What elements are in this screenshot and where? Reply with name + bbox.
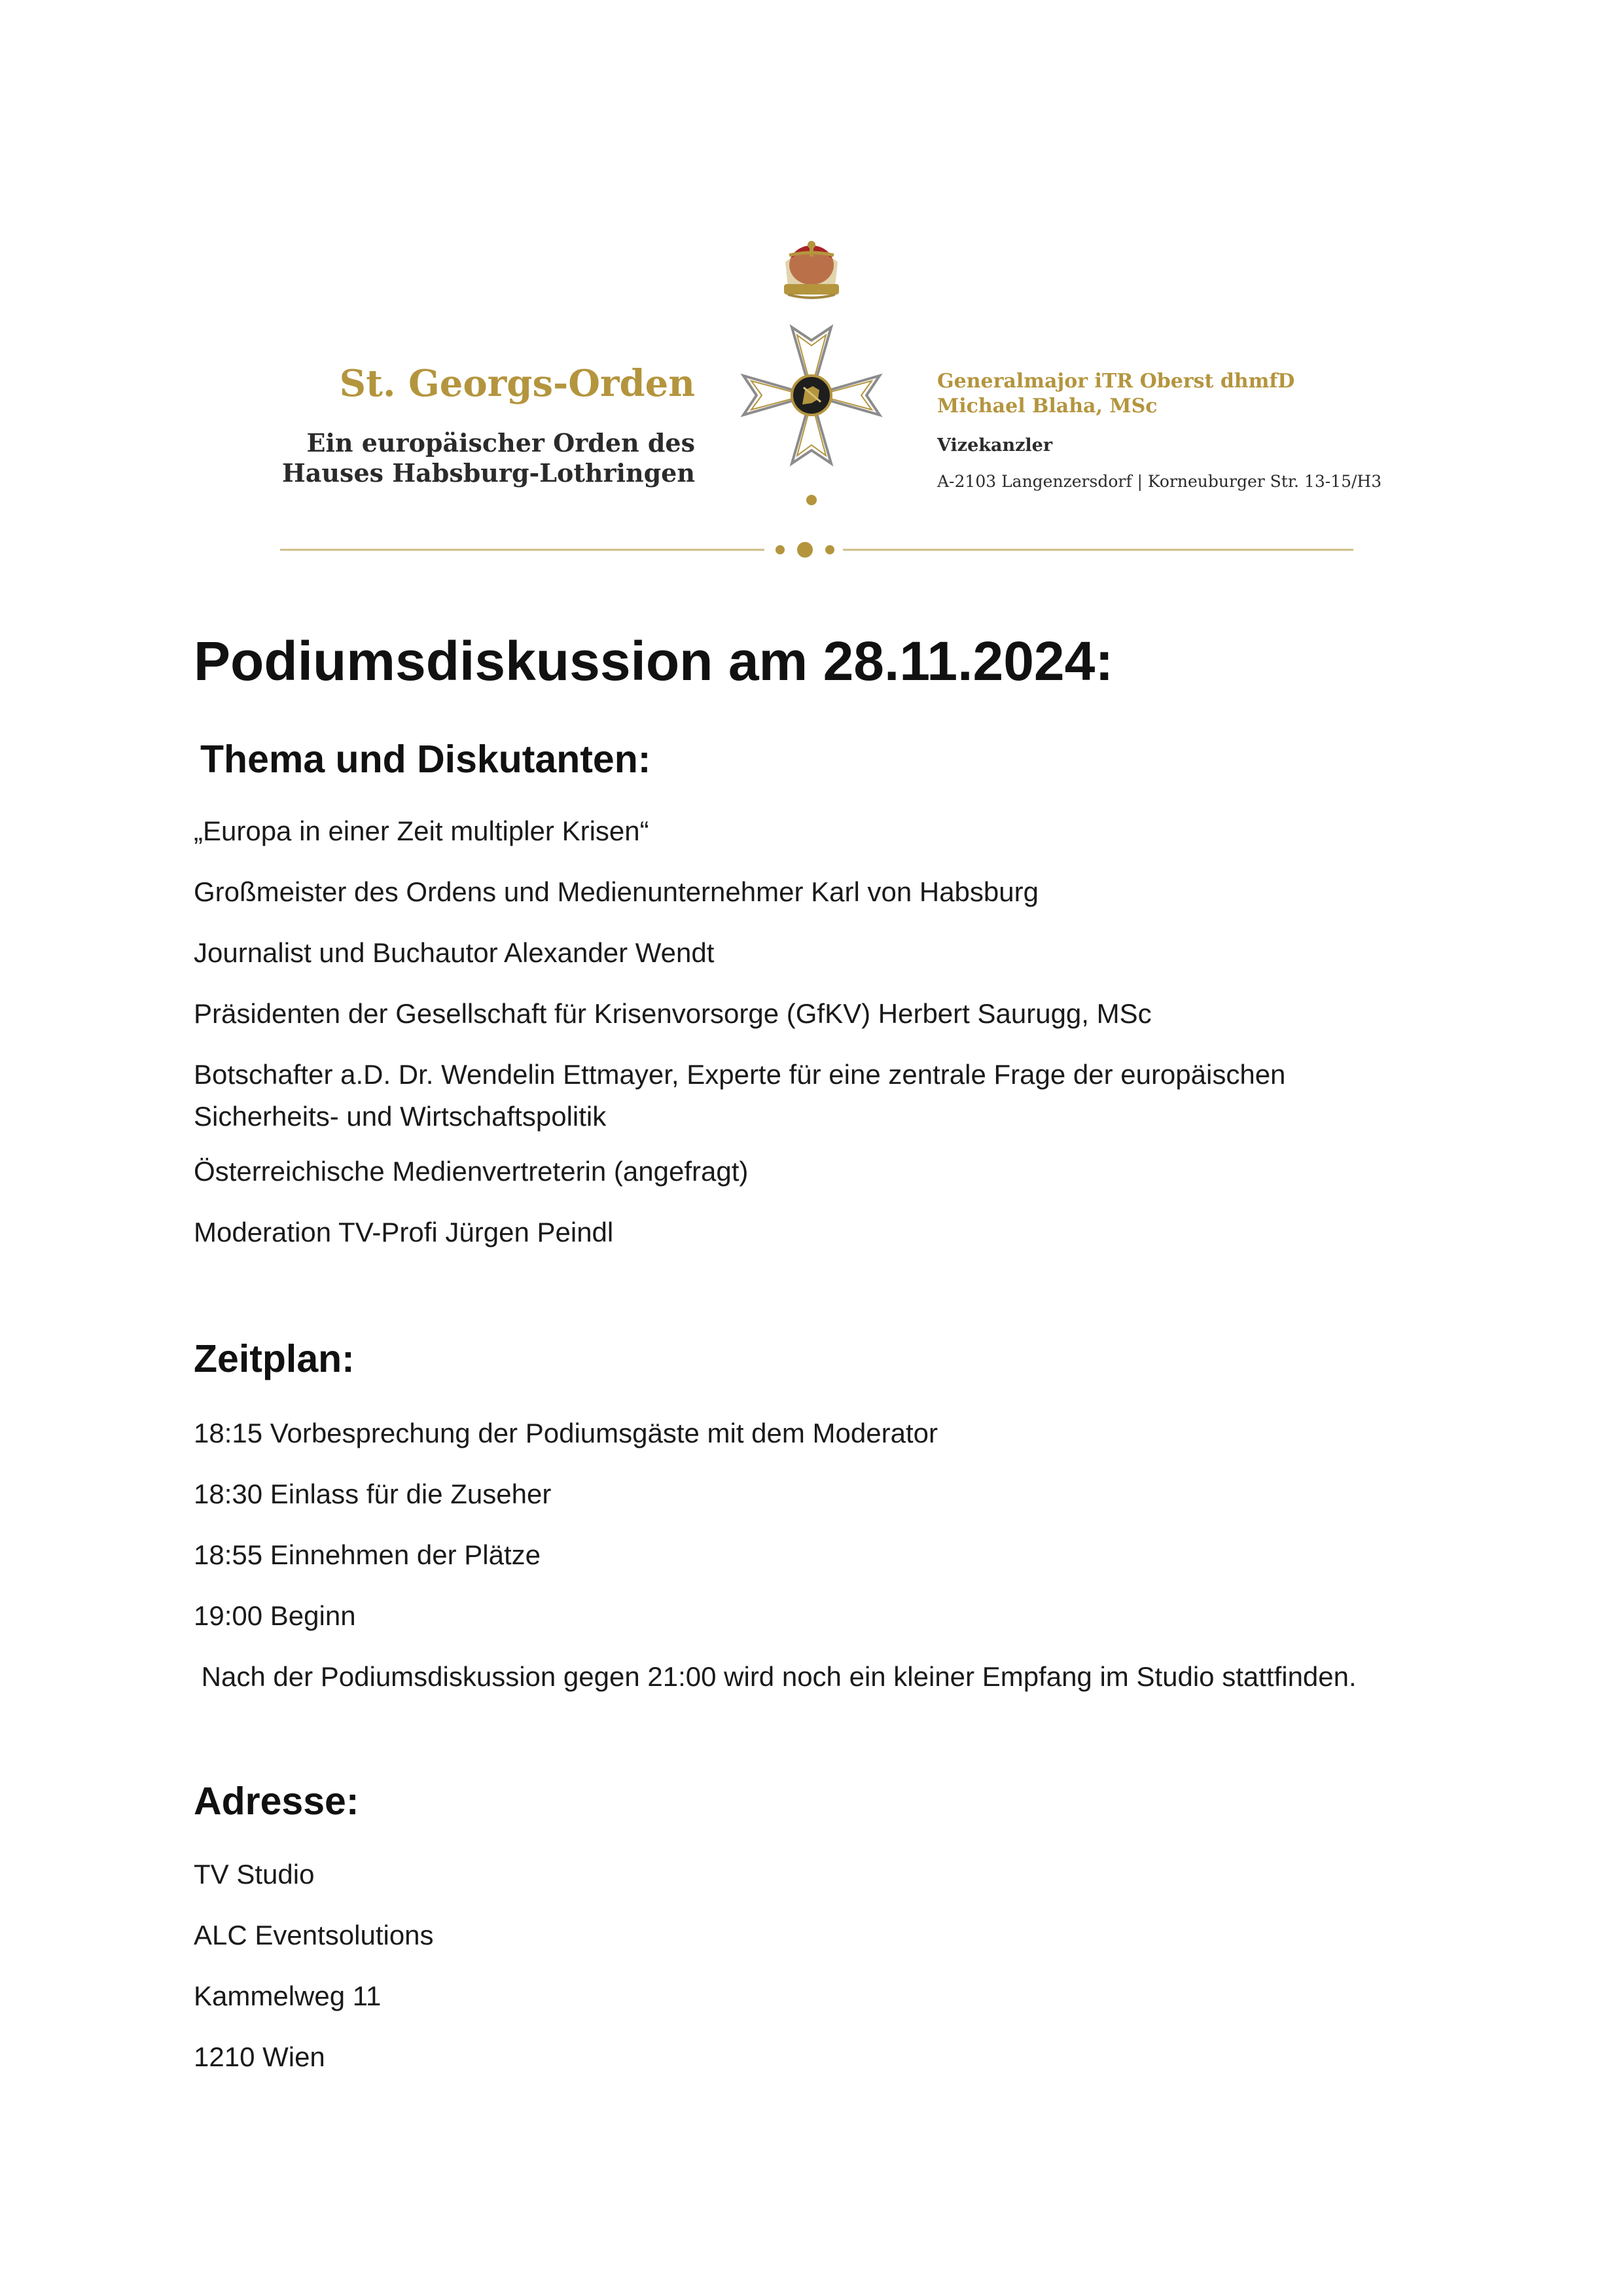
topic-item: Journalist und Buchautor Alexander Wendt [194,937,715,968]
sender-block [937,369,1382,492]
sender-address: A-2103 Langenzersdorf | Korneuburger Str. 13-15/H3 [937,472,1382,491]
letterhead-divider [280,537,1353,563]
organization-block [282,361,695,488]
schedule-item: 18:30 Einlass für die Zuseher [194,1479,552,1509]
crowned-cross-emblem-icon [713,236,910,517]
letterhead [0,0,1623,576]
sender-role: Vizekanzler [937,435,1053,456]
topic-heading: Thema und Diskutanten: [200,738,651,781]
address-line: Kammelweg 11 [194,1981,382,2011]
topic-item: Österreichische Medienvertreterin (angefragt) [194,1156,749,1187]
crown-icon [784,241,839,298]
organization-tagline-line2: Hauses Habsburg-Lothringen [281,458,695,488]
address-line: 1210 Wien [194,2041,325,2072]
organization-name: St. Georgs-Orden [339,362,695,405]
topic-item: „Europa in einer Zeit multipler Krisen“ [194,816,649,846]
topic-item: Moderation TV-Profi Jürgen Peindl [194,1217,614,1247]
page-title: Podiumsdiskussion am 28.11.2024: [194,630,1114,692]
sender-rank: Generalmajor iTR Oberst dhmfD [937,370,1295,393]
schedule-note: Nach der Podiumsdiskussion gegen 21:00 wird noch ein kleiner Empfang im Studio stattfinden. [194,1661,1357,1692]
schedule-item: 18:55 Einnehmen der Plätze [194,1539,541,1570]
organization-tagline-line1: Ein europäischer Orden des [306,428,695,457]
schedule-item: 18:15 Vorbesprechung der Podiumsgäste mit dem Moderator [194,1418,938,1448]
address-line: ALC Eventsolutions [194,1920,434,1950]
schedule-heading: Zeitplan: [194,1337,355,1380]
address-heading: Adresse: [194,1780,359,1823]
sender-name: Michael Blaha, MSc [937,395,1158,418]
topic-item: Großmeister des Ordens und Medienunternehmer Karl von Habsburg [194,876,1039,907]
address-line: TV Studio [194,1859,315,1890]
schedule-item: 19:00 Beginn [194,1600,356,1631]
topic-item: Präsidenten der Gesellschaft für Krisenvorsorge (GfKV) Herbert Saurugg, MSc [194,998,1152,1029]
topic-item: Botschafter a.D. Dr. Wendelin Ettmayer, Experte für eine zentrale Frage der europäischen Sicherheits- und Wirtschaftspolitik [194,1059,1286,1132]
